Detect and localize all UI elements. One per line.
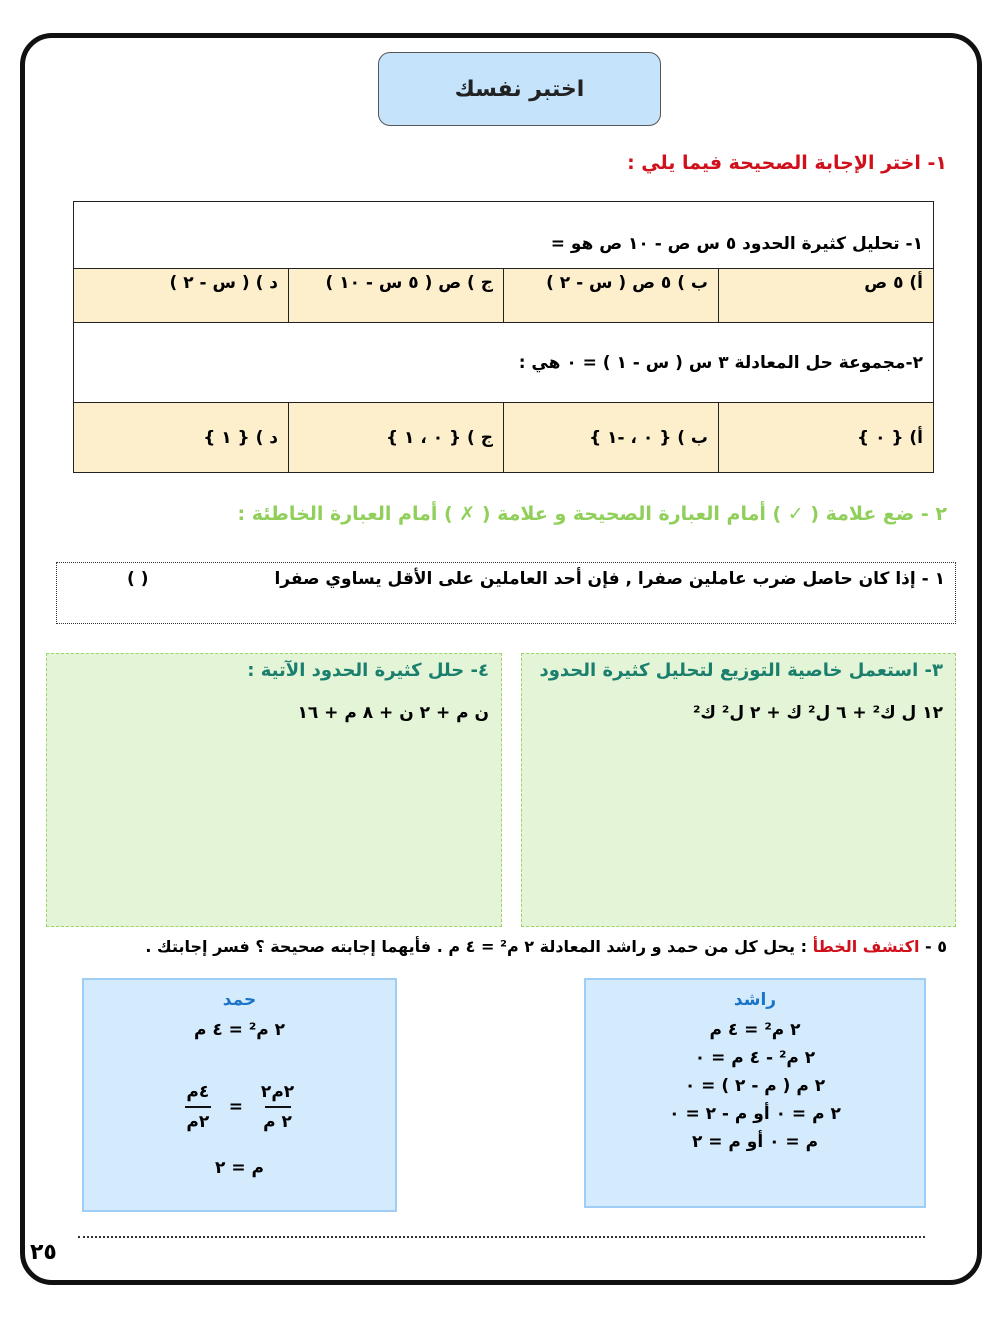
answer-blank[interactable]: ( ) bbox=[127, 569, 149, 589]
q5-text: ٥ - اكتشف الخطأ : يحل كل من حمد و راشد المعادلة ٢ م² = ٤ م . فأيهما إجابته صحيحة ؟ فسر إجابتك . bbox=[145, 937, 947, 956]
rashid-line: ٢ م² - ٤ م = ٠ bbox=[694, 1048, 816, 1068]
find-error-label: اكتشف الخطأ bbox=[812, 937, 920, 956]
option-b[interactable]: ب ) { ٠ ، -١ } bbox=[504, 403, 719, 473]
q4-heading: ٤- حلل كثيرة الحدود الآتية : bbox=[247, 660, 489, 681]
hamad-solution bbox=[82, 978, 397, 1212]
rashid-solution bbox=[584, 978, 926, 1208]
q4-box[interactable] bbox=[46, 653, 502, 927]
rashid-name: راشد bbox=[733, 990, 777, 1010]
option-c[interactable]: ج ) ص ( ٥ س - ١٠ ) bbox=[289, 269, 504, 323]
mcq-table bbox=[73, 201, 934, 473]
section1-heading: ١- اختر الإجابة الصحيحة فيما يلي : bbox=[627, 152, 947, 174]
rashid-line: ٢ م ( م - ٢ ) = ٠ bbox=[684, 1076, 826, 1096]
option-b[interactable]: ب ) ٥ ص ( س - ٢ ) bbox=[504, 269, 719, 323]
option-a[interactable]: أ) ٥ ص bbox=[719, 269, 934, 323]
page-number: ٢٥ bbox=[30, 1240, 57, 1265]
hamad-name: حمد bbox=[222, 990, 257, 1010]
question-2: ٢-مجموعة حل المعادلة ٣ س ( س - ١ ) = ٠ هي : bbox=[74, 323, 934, 403]
q3-heading: ٣- استعمل خاصية التوزيع لتحليل كثيرة الحدود bbox=[539, 660, 943, 681]
true-false-item bbox=[56, 562, 956, 624]
hamad-line: ٢ م² = ٤ م bbox=[193, 1020, 286, 1040]
option-d[interactable]: د ) ( س - ٢ ) bbox=[74, 269, 289, 323]
statement: ١ - إذا كان حاصل ضرب عاملين صفرا , فإن أحد العاملين على الأقل يساوي صفرا bbox=[274, 569, 945, 589]
q3-expression: ١٢ ل ك² + ٦ ل² ك + ٢ ل² ك² bbox=[692, 703, 943, 723]
section2-heading: ٢ - ضع علامة ( ✓ ) أمام العبارة الصحيحة و علامة ( ✗ ) أمام العبارة الخاطئة : bbox=[237, 503, 947, 525]
option-a[interactable]: أ) { ٠ } bbox=[719, 403, 934, 473]
q3-box[interactable] bbox=[521, 653, 956, 927]
dotted-line bbox=[78, 1236, 925, 1238]
rashid-line: ٢ م = ٠ أو م - ٢ = ٠ bbox=[669, 1104, 841, 1124]
rashid-line: ٢ م² = ٤ م bbox=[709, 1020, 801, 1040]
hamad-fraction-line: $\frac{\text{٢م٢}}{\text{٢ م}}$ = $\frac{\text{٤م}}{\text{٢م}}$ bbox=[186, 1082, 295, 1132]
q4-expression: ن م + ٢ ن + ٨ م + ١٦ bbox=[297, 703, 489, 723]
rashid-line: م = ٠ أو م = ٢ bbox=[691, 1132, 819, 1152]
page-title: اختبر نفسك bbox=[378, 52, 661, 126]
question-1: ١- تحليل كثيرة الحدود ٥ س ص - ١٠ ص هو = bbox=[74, 202, 934, 269]
option-c[interactable]: ج ) { ٠ ، ١ } bbox=[289, 403, 504, 473]
hamad-line: م = ٢ bbox=[215, 1158, 264, 1178]
option-d[interactable]: د ) { ١ } bbox=[74, 403, 289, 473]
